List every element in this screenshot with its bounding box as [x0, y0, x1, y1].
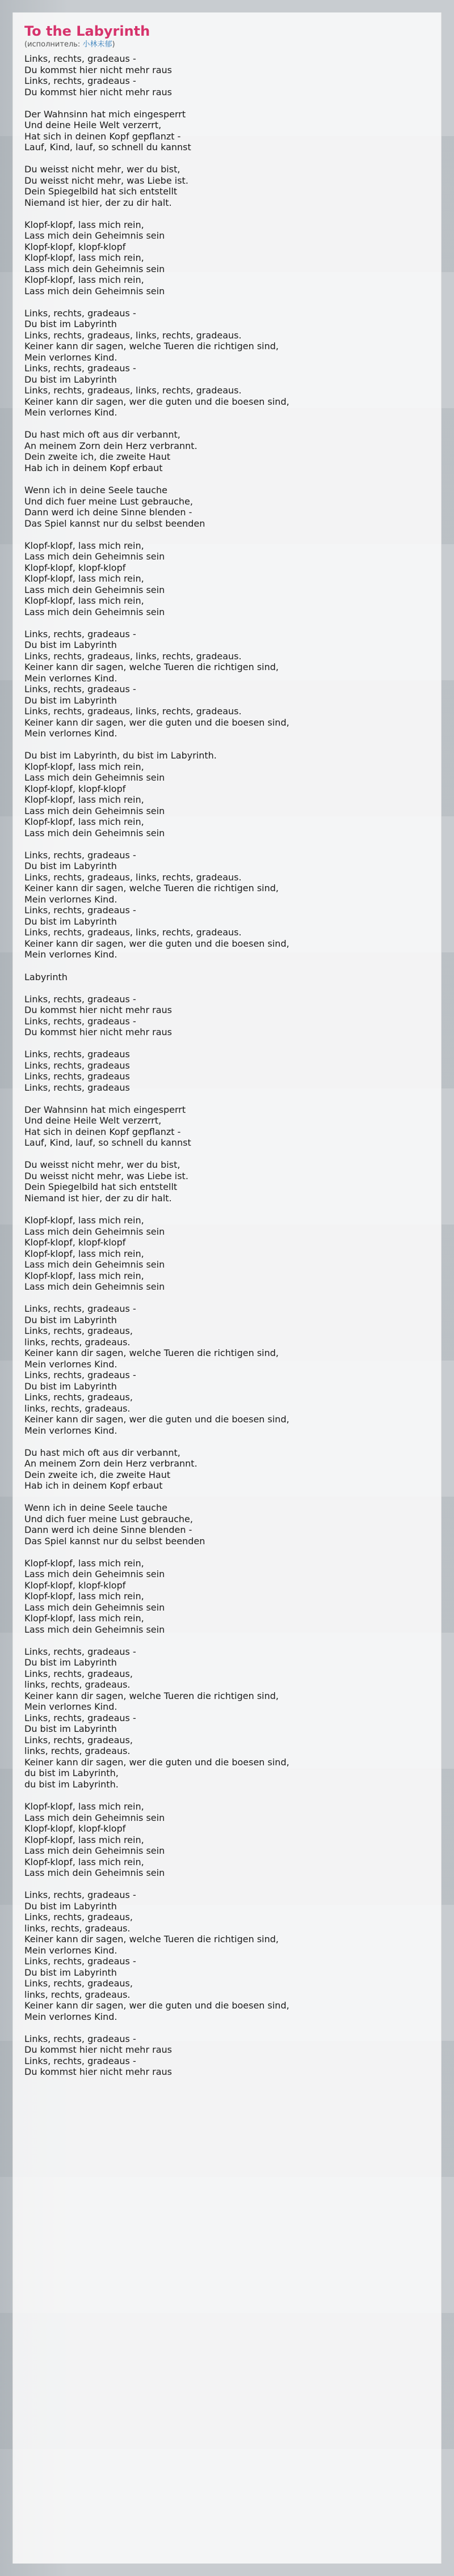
lyric-line: Lass mich dein Geheimnis sein: [24, 1281, 165, 1292]
lyrics-stanza: [24, 485, 430, 529]
lyric-line: Links, rechts, gradeaus: [24, 1049, 130, 1060]
lyric-line: Mein verlornes Kind.: [24, 1944, 117, 1956]
lyric-line: Lass mich dein Geheimnis sein: [24, 230, 165, 242]
lyric-line: Klopf-klopf, lass mich rein,: [24, 1834, 144, 1845]
lyric-line: Mein verlornes Kind.: [24, 2011, 117, 2022]
lyrics-card: [12, 12, 442, 2564]
lyrics-stanza: [24, 53, 430, 98]
lyric-line: Links, rechts, gradeaus, links, rechts, gradeaus.: [24, 385, 242, 396]
lyric-line: Links, rechts, gradeaus -: [24, 849, 136, 861]
lyric-line: Links, rechts, gradeaus -: [24, 2055, 136, 2066]
lyric-line: Klopf-klopf, klopf-klopf: [24, 562, 126, 573]
lyric-line: Du bist im Labyrinth: [24, 319, 117, 330]
lyric-line: Keiner kann dir sagen, welche Tueren die richtigen sind,: [24, 662, 279, 673]
lyric-line: Keiner kann dir sagen, welche Tueren die richtigen sind,: [24, 1690, 279, 1701]
lyric-line: links, rechts, gradeaus.: [24, 1989, 131, 2000]
lyrics-stanza: [24, 1558, 430, 1636]
lyric-line: Lass mich dein Geheimnis sein: [24, 263, 165, 274]
lyric-line: Lass mich dein Geheimnis sein: [24, 1624, 165, 1635]
lyric-line: Klopf-klopf, klopf-klopf: [24, 1237, 126, 1248]
lyric-line: Klopf-klopf, lass mich rein,: [24, 1613, 144, 1624]
lyric-line: Dann werd ich deine Sinne blenden -: [24, 1524, 192, 1536]
lyric-line: Lauf, Kind, lauf, so schnell du kannst: [24, 1137, 191, 1149]
lyric-line: Links, rechts, gradeaus, links, rechts, gradeaus.: [24, 329, 242, 341]
lyric-line: Du weisst nicht mehr, wer du bist,: [24, 164, 180, 175]
lyric-line: Keiner kann dir sagen, welche Tueren die richtigen sind,: [24, 1348, 279, 1359]
lyric-line: Links, rechts, gradeaus,: [24, 1978, 133, 1989]
lyric-line: Links, rechts, gradeaus -: [24, 53, 136, 64]
lyric-line: Und dich fuer meine Lust gebrauche,: [24, 1513, 193, 1524]
lyric-line: Mein verlornes Kind.: [24, 1358, 117, 1370]
lyric-line: Du bist im Labyrinth: [24, 639, 117, 651]
lyric-line: Lauf, Kind, lauf, so schnell du kannst: [24, 142, 191, 153]
lyric-line: Du bist im Labyrinth: [24, 374, 117, 385]
performer-label: (исполнитель:: [24, 40, 81, 49]
lyric-line: links, rechts, gradeaus.: [24, 1679, 131, 1690]
lyric-line: Keiner kann dir sagen, welche Tueren die richtigen sind,: [24, 1934, 279, 1945]
lyric-line: Du kommst hier nicht mehr raus: [24, 64, 172, 75]
lyric-line: Lass mich dein Geheimnis sein: [24, 584, 165, 595]
lyric-line: Lass mich dein Geheimnis sein: [24, 1569, 165, 1580]
lyric-line: Links, rechts, gradeaus: [24, 1082, 130, 1093]
lyric-line: Klopf-klopf, lass mich rein,: [24, 219, 144, 230]
lyric-line: Du bist im Labyrinth, du bist im Labyrinth.: [24, 750, 217, 761]
lyric-line: Keiner kann dir sagen, wer die guten und die boesen sind,: [24, 938, 289, 949]
lyric-line: Links, rechts, gradeaus -: [24, 1646, 136, 1657]
lyric-line: Keiner kann dir sagen, wer die guten und die boesen sind,: [24, 717, 289, 728]
song-title: To the Labyrinth: [24, 23, 150, 39]
lyric-line: Klopf-klopf, lass mich rein,: [24, 794, 144, 806]
lyric-line: Du kommst hier nicht mehr raus: [24, 86, 172, 98]
lyric-line: Das Spiel kannst nur du selbst beenden: [24, 518, 205, 529]
lyric-line: Klopf-klopf, lass mich rein,: [24, 1591, 144, 1602]
lyric-line: Klopf-klopf, lass mich rein,: [24, 274, 144, 286]
lyrics-stanza: [24, 994, 430, 1038]
lyric-line: Und deine Heile Welt verzerrt,: [24, 120, 162, 131]
lyric-line: links, rechts, gradeaus.: [24, 1922, 131, 1934]
lyric-line: Klopf-klopf, lass mich rein,: [24, 573, 144, 584]
lyric-line: Du bist im Labyrinth: [24, 1723, 117, 1735]
lyric-line: Keiner kann dir sagen, wer die guten und die boesen sind,: [24, 1756, 289, 1768]
lyrics-stanza: [24, 429, 430, 473]
lyrics-stanza: [24, 2033, 430, 2078]
lyric-line: Klopf-klopf, lass mich rein,: [24, 1248, 144, 1259]
lyric-line: Klopf-klopf, klopf-klopf: [24, 1579, 126, 1591]
lyric-line: Links, rechts, gradeaus -: [24, 905, 136, 916]
lyrics-stanza: [24, 1801, 430, 1879]
lyric-line: Niemand ist hier, der zu dir halt.: [24, 197, 172, 208]
lyric-line: Klopf-klopf, klopf-klopf: [24, 1823, 126, 1834]
lyric-line: Klopf-klopf, lass mich rein,: [24, 816, 144, 828]
lyrics-stanza: [24, 109, 430, 153]
lyric-line: Links, rechts, gradeaus -: [24, 684, 136, 695]
lyric-line: Klopf-klopf, lass mich rein,: [24, 761, 144, 772]
lyrics-stanza: [24, 1049, 430, 1093]
lyric-line: links, rechts, gradeaus.: [24, 1403, 131, 1414]
lyric-line: Keiner kann dir sagen, welche Tueren die richtigen sind,: [24, 341, 279, 352]
lyric-line: Links, rechts, gradeaus -: [24, 993, 136, 1005]
lyric-line: Klopf-klopf, lass mich rein,: [24, 1215, 144, 1226]
lyrics-stanza: [24, 1646, 430, 1790]
lyric-line: Links, rechts, gradeaus -: [24, 1370, 136, 1381]
lyrics-stanza: [24, 1447, 430, 1492]
lyrics-stanza: [24, 972, 430, 983]
lyric-line: Du hast mich oft aus dir verbannt,: [24, 1447, 180, 1458]
lyric-line: Du kommst hier nicht mehr raus: [24, 2066, 172, 2078]
lyric-line: Mein verlornes Kind.: [24, 1425, 117, 1436]
lyric-line: links, rechts, gradeaus.: [24, 1336, 131, 1348]
lyrics-stanza: [24, 1889, 430, 2022]
lyric-line: Lass mich dein Geheimnis sein: [24, 1601, 165, 1613]
lyric-line: Links, rechts, gradeaus, links, rechts, gradeaus.: [24, 706, 242, 717]
lyric-line: Klopf-klopf, lass mich rein,: [24, 1557, 144, 1569]
lyric-line: Lass mich dein Geheimnis sein: [24, 1867, 165, 1879]
lyrics-stanza: [24, 1159, 430, 1204]
lyric-line: Du hast mich oft aus dir verbannt,: [24, 429, 180, 440]
lyric-line: Dein Spiegelbild hat sich entstellt: [24, 186, 178, 197]
lyric-line: Links, rechts, gradeaus, links, rechts, gradeaus.: [24, 650, 242, 662]
lyric-line: Mein verlornes Kind.: [24, 407, 117, 418]
lyric-line: Dein zweite ich, die zweite Haut: [24, 451, 171, 463]
lyric-line: Keiner kann dir sagen, wer die guten und die boesen sind,: [24, 1414, 289, 1425]
lyric-line: Lass mich dein Geheimnis sein: [24, 1845, 165, 1857]
lyric-line: Links, rechts, gradeaus -: [24, 307, 136, 319]
lyric-line: Wenn ich in deine Seele tauche: [24, 485, 167, 496]
lyric-line: Du bist im Labyrinth: [24, 916, 117, 927]
lyrics-stanza: [24, 219, 430, 297]
lyric-line: Du kommst hier nicht mehr raus: [24, 1027, 172, 1038]
lyric-line: Mein verlornes Kind.: [24, 893, 117, 905]
lyric-line: Links, rechts, gradeaus -: [24, 1015, 136, 1027]
lyric-line: Mein verlornes Kind.: [24, 351, 117, 363]
lyric-line: Klopf-klopf, lass mich rein,: [24, 252, 144, 264]
lyric-line: Labyrinth: [24, 971, 68, 982]
lyric-line: Links, rechts, gradeaus -: [24, 628, 136, 639]
lyric-line: Keiner kann dir sagen, wer die guten und die boesen sind,: [24, 2000, 289, 2011]
lyric-line: Hab ich in deinem Kopf erbaut: [24, 462, 163, 473]
lyric-line: Mein verlornes Kind.: [24, 672, 117, 684]
lyrics-stanza: [24, 750, 430, 838]
lyric-line: Mein verlornes Kind.: [24, 1701, 117, 1713]
lyric-line: An meinem Zorn dein Herz verbrannt.: [24, 1458, 197, 1469]
lyric-line: Der Wahnsinn hat mich eingesperrt: [24, 108, 186, 120]
lyric-line: Und dich fuer meine Lust gebrauche,: [24, 495, 193, 507]
lyrics-stanza: [24, 308, 430, 418]
lyric-line: Lass mich dein Geheimnis sein: [24, 827, 165, 838]
performer-close: ): [112, 40, 115, 49]
lyric-line: Dein Spiegelbild hat sich entstellt: [24, 1181, 178, 1193]
lyric-line: Wenn ich in deine Seele tauche: [24, 1502, 167, 1514]
lyric-line: Lass mich dein Geheimnis sein: [24, 285, 165, 296]
lyric-line: Mein verlornes Kind.: [24, 949, 117, 960]
lyric-line: Das Spiel kannst nur du selbst beenden: [24, 1535, 205, 1547]
lyric-line: Du bist im Labyrinth: [24, 1900, 117, 1912]
lyric-line: Links, rechts, gradeaus: [24, 1060, 130, 1071]
lyric-line: Du weisst nicht mehr, wer du bist,: [24, 1159, 180, 1171]
lyric-line: Du bist im Labyrinth: [24, 694, 117, 706]
lyric-line: Lass mich dein Geheimnis sein: [24, 1226, 165, 1237]
lyric-line: Du bist im Labyrinth: [24, 1380, 117, 1392]
lyric-line: Klopf-klopf, lass mich rein,: [24, 1856, 144, 1867]
lyric-line: Links, rechts, gradeaus -: [24, 1712, 136, 1723]
performer-line: [24, 40, 430, 50]
lyric-line: Keiner kann dir sagen, welche Tueren die richtigen sind,: [24, 883, 279, 894]
lyric-line: Links, rechts, gradeaus,: [24, 1668, 133, 1679]
lyric-line: Links, rechts, gradeaus -: [24, 1303, 136, 1315]
lyric-line: du bist im Labyrinth,: [24, 1768, 119, 1779]
performer-link[interactable]: 小林未郁: [82, 40, 112, 49]
lyric-line: Dann werd ich deine Sinne blenden -: [24, 507, 192, 518]
lyrics-stanza: [24, 1104, 430, 1149]
lyric-line: Du bist im Labyrinth: [24, 1657, 117, 1668]
lyric-line: Und deine Heile Welt verzerrt,: [24, 1115, 162, 1126]
lyric-line: Du weisst nicht mehr, was Liebe ist.: [24, 1170, 188, 1181]
lyric-line: Links, rechts, gradeaus -: [24, 75, 136, 86]
lyric-line: Der Wahnsinn hat mich eingesperrt: [24, 1104, 186, 1115]
lyric-line: Lass mich dein Geheimnis sein: [24, 1812, 165, 1823]
lyrics-stanza: [24, 850, 430, 960]
lyric-line: Du bist im Labyrinth: [24, 1967, 117, 1978]
lyric-line: links, rechts, gradeaus.: [24, 1745, 131, 1757]
lyric-line: Lass mich dein Geheimnis sein: [24, 772, 165, 783]
lyric-line: Du kommst hier nicht mehr raus: [24, 2044, 172, 2056]
lyric-line: Klopf-klopf, lass mich rein,: [24, 1270, 144, 1281]
lyric-line: Niemand ist hier, der zu dir halt.: [24, 1192, 172, 1204]
lyric-line: Links, rechts, gradeaus -: [24, 1956, 136, 1967]
lyric-line: Links, rechts, gradeaus,: [24, 1912, 133, 1923]
lyric-line: Links, rechts, gradeaus, links, rechts, gradeaus.: [24, 871, 242, 883]
lyrics-text: [24, 53, 430, 2078]
lyric-line: Du bist im Labyrinth: [24, 861, 117, 872]
lyric-line: Klopf-klopf, klopf-klopf: [24, 241, 126, 252]
lyric-line: Klopf-klopf, klopf-klopf: [24, 783, 126, 794]
lyric-line: Links, rechts, gradeaus,: [24, 1392, 133, 1403]
lyric-line: Links, rechts, gradeaus: [24, 1071, 130, 1082]
lyric-line: Hat sich in deinen Kopf gepflanzt -: [24, 1126, 181, 1137]
lyrics-stanza: [24, 1502, 430, 1547]
lyrics-stanza: [24, 540, 430, 618]
lyric-line: Links, rechts, gradeaus -: [24, 2033, 136, 2044]
lyric-line: Hab ich in deinem Kopf erbaut: [24, 1480, 163, 1492]
lyric-line: du bist im Labyrinth.: [24, 1778, 119, 1790]
lyric-line: Du kommst hier nicht mehr raus: [24, 1005, 172, 1016]
lyric-line: Klopf-klopf, lass mich rein,: [24, 1801, 144, 1812]
lyric-line: Du weisst nicht mehr, was Liebe ist.: [24, 175, 188, 186]
lyrics-stanza: [24, 1303, 430, 1436]
lyric-line: Du bist im Labyrinth: [24, 1314, 117, 1325]
lyric-line: Lass mich dein Geheimnis sein: [24, 805, 165, 816]
lyrics-stanza: [24, 629, 430, 739]
lyric-line: Lass mich dein Geheimnis sein: [24, 1259, 165, 1270]
lyric-line: Links, rechts, gradeaus,: [24, 1734, 133, 1745]
lyrics-stanza: [24, 1215, 430, 1293]
lyric-line: Keiner kann dir sagen, wer die guten und die boesen sind,: [24, 396, 289, 407]
lyric-line: Lass mich dein Geheimnis sein: [24, 606, 165, 617]
lyrics-stanza: [24, 164, 430, 208]
lyric-line: Lass mich dein Geheimnis sein: [24, 551, 165, 562]
lyric-line: Klopf-klopf, lass mich rein,: [24, 540, 144, 551]
lyric-line: Hat sich in deinen Kopf gepflanzt -: [24, 130, 181, 142]
lyric-line: Mein verlornes Kind.: [24, 728, 117, 739]
lyric-line: Links, rechts, gradeaus, links, rechts, gradeaus.: [24, 927, 242, 938]
lyric-line: Links, rechts, gradeaus -: [24, 1889, 136, 1901]
lyric-line: An meinem Zorn dein Herz verbrannt.: [24, 440, 197, 451]
lyric-line: Links, rechts, gradeaus,: [24, 1325, 133, 1337]
lyric-line: Links, rechts, gradeaus -: [24, 363, 136, 374]
lyric-line: Klopf-klopf, lass mich rein,: [24, 595, 144, 607]
lyric-line: Dein zweite ich, die zweite Haut: [24, 1469, 171, 1480]
